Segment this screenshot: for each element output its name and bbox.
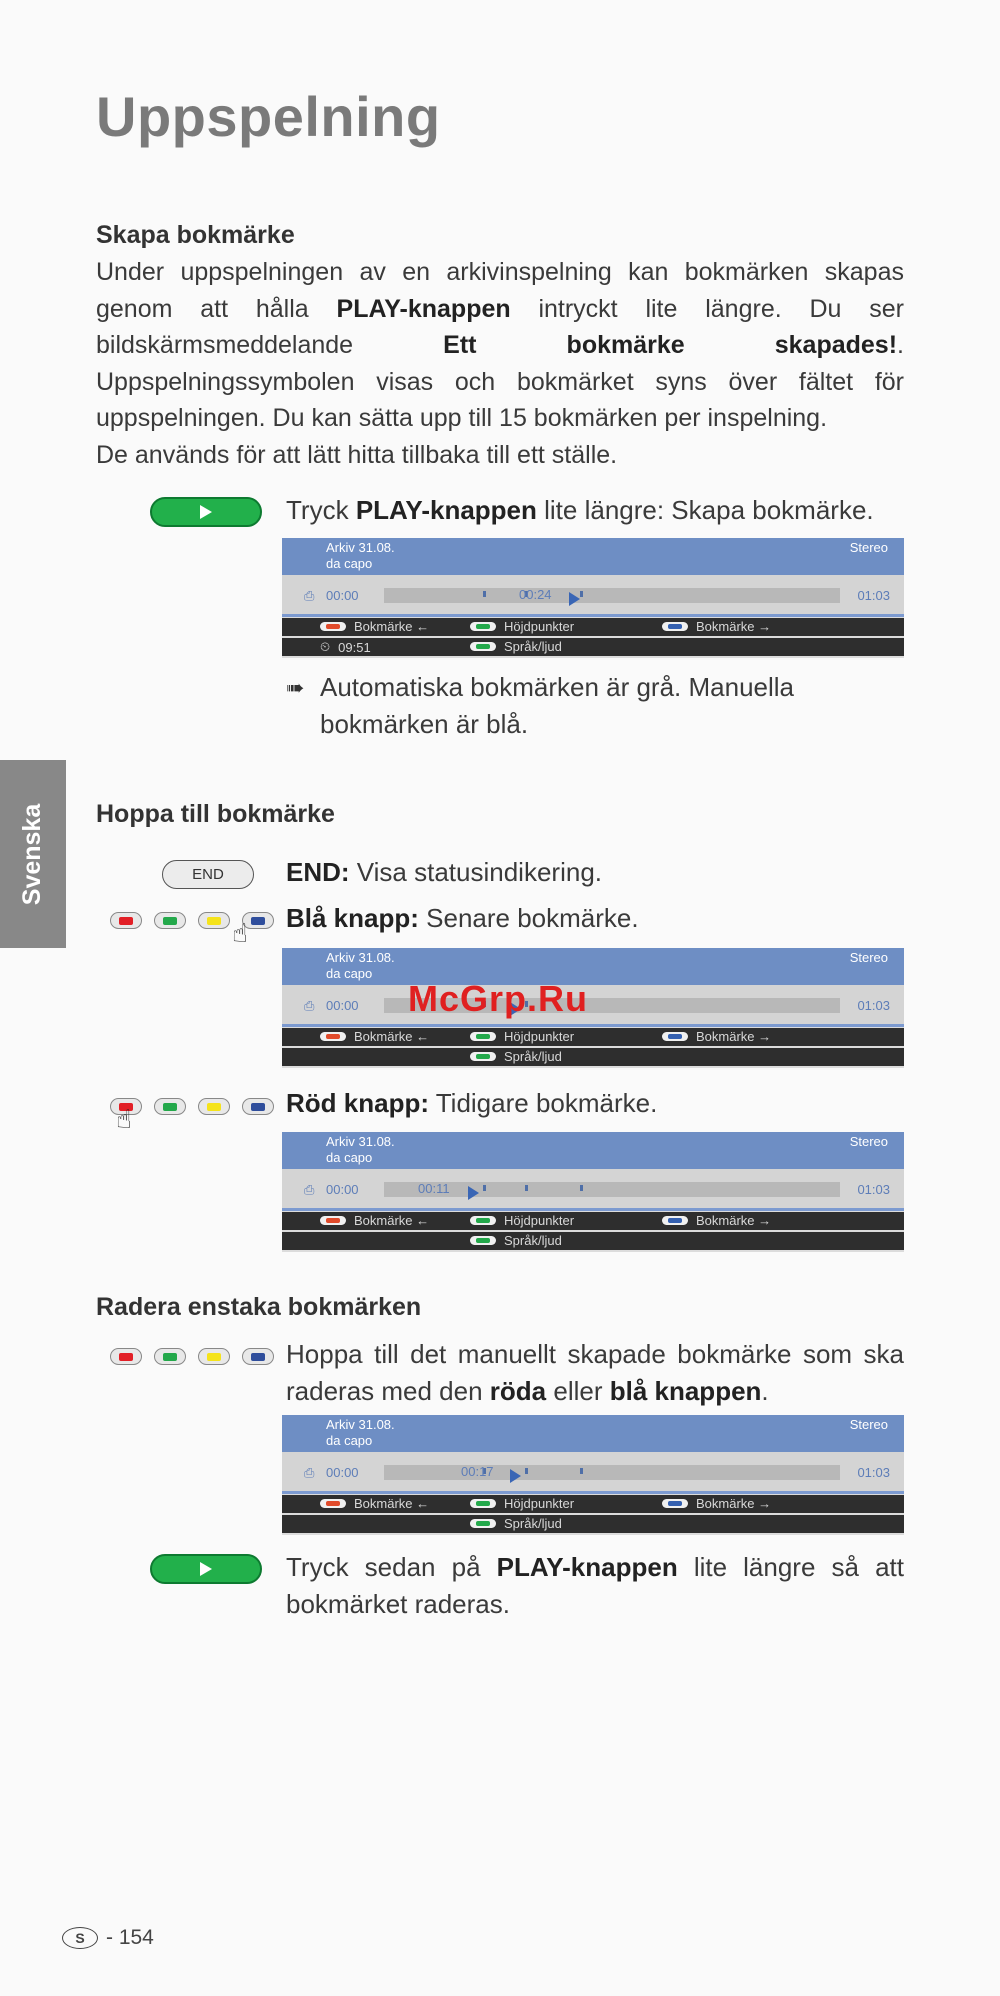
bar-highlights: Höjdpunkter	[504, 619, 575, 634]
screen-end-time: 01:03	[857, 1182, 890, 1197]
lock-icon: ⎙	[304, 998, 315, 1013]
screen-audio-mode: Stereo	[849, 1417, 888, 1432]
blue-button-icon	[242, 1098, 274, 1115]
screen-audio-mode: Stereo	[849, 950, 888, 965]
bar-bookmark-next: Bokmärke →	[696, 619, 772, 634]
screen-title: Arkiv 31.08.	[326, 1417, 395, 1432]
clock-icon: ⏲	[320, 639, 331, 654]
yellow-button-icon	[198, 1348, 230, 1365]
bar-language: Språk/ljud	[504, 1233, 562, 1248]
color-buttons-row	[110, 1348, 274, 1365]
brand-logo-icon: S	[62, 1927, 98, 1949]
end-button-icon: END	[162, 860, 254, 889]
screen-start-time: 00:00	[326, 1182, 359, 1197]
bookmark-marker	[525, 1468, 528, 1474]
section-heading-delete-bookmark: Radera enstaka bokmärken	[96, 1293, 422, 1321]
bookmark-marker	[580, 1468, 583, 1474]
bookmark-marker	[483, 591, 486, 597]
screen-position-time: 00:11	[418, 1181, 450, 1196]
red-button-icon	[110, 912, 142, 929]
lock-icon: ⎙	[304, 1182, 315, 1197]
intro-paragraph-2: De används för att lätt hitta tillbaka till ett ställe.	[96, 441, 618, 469]
yellow-button-icon	[198, 912, 230, 929]
bookmark-marker	[483, 1185, 486, 1191]
blue-button-icon	[242, 1348, 274, 1365]
instruction-play: Tryck PLAY-knappen lite längre: Skapa bokmärke.	[286, 495, 874, 525]
screen-subtitle: da capo	[326, 556, 373, 571]
green-button-icon	[154, 1098, 186, 1115]
screen-position-time: 00:17	[461, 1464, 494, 1479]
bar-bookmark-prev: Bokmärke ←	[354, 1029, 430, 1044]
page-title: Uppspelning	[96, 85, 441, 148]
yellow-button-icon	[198, 1098, 230, 1115]
play-button-icon	[150, 1554, 262, 1584]
screen-subtitle: da capo	[326, 1433, 373, 1448]
section-heading-jump-bookmark: Hoppa till bokmärke	[96, 800, 335, 828]
instruction-jump-delete: Hoppa till det manuellt skapade bokmärke som ska raderas med den röda eller blå knappen.	[286, 1339, 904, 1406]
section-heading-create-bookmark: Skapa bokmärke	[96, 221, 295, 249]
screen-subtitle: da capo	[326, 1150, 373, 1165]
tv-status-screen	[282, 1415, 904, 1535]
green-button-icon	[154, 912, 186, 929]
page-number: S - 154	[62, 1926, 154, 1950]
bar-language: Språk/ljud	[504, 639, 562, 654]
progress-track	[384, 588, 840, 603]
screen-audio-mode: Stereo	[849, 1134, 888, 1149]
screen-end-time: 01:03	[857, 998, 890, 1013]
screen-end-time: 01:03	[857, 1465, 890, 1480]
bookmark-marker	[525, 1185, 528, 1191]
play-button-icon	[150, 497, 262, 527]
pointing-hand-icon: ☝	[232, 918, 248, 948]
bar-bookmark-next: Bokmärke →	[696, 1029, 772, 1044]
bar-clock-time: 09:51	[338, 639, 371, 655]
instruction-blue: Blå knapp: Senare bokmärke.	[286, 903, 639, 933]
color-buttons-blue-pressed	[110, 912, 274, 929]
lock-icon: ⎙	[304, 1465, 315, 1480]
progress-track	[384, 1182, 840, 1197]
play-cursor-icon	[468, 1186, 479, 1200]
arrow-right-icon: ➠	[286, 675, 305, 700]
bar-bookmark-prev: Bokmärke ←	[354, 1496, 430, 1511]
screen-start-time: 00:00	[326, 1465, 359, 1480]
bookmark-marker	[580, 591, 583, 597]
bar-bookmark-next: Bokmärke →	[696, 1213, 772, 1228]
screen-start-time: 00:00	[326, 998, 359, 1013]
screen-subtitle: da capo	[326, 966, 373, 981]
play-cursor-icon	[510, 1469, 521, 1483]
bar-highlights: Höjdpunkter	[504, 1213, 575, 1228]
lock-icon: ⎙	[304, 588, 315, 603]
watermark-text: McGrp.Ru	[408, 978, 589, 1019]
instruction-end: END: Visa statusindikering.	[286, 857, 602, 887]
screen-title: Arkiv 31.08.	[326, 1134, 395, 1149]
bar-language: Språk/ljud	[504, 1049, 562, 1064]
intro-paragraph: Under uppspelningen av en arkivinspelning kan bokmärken skapas genom att hålla PLAY-knappen intryckt lite längre. Du ser bildskärmsmeddelande Ett bokmärke skapades!. Uppspelningssymbolen visas och bokmärket syns över fältet för uppspelningen. Du kan sätta upp till 15 bokmärken per inspelning.	[96, 258, 904, 432]
screen-title: Arkiv 31.08.	[326, 540, 395, 555]
instruction-play-delete: Tryck sedan på PLAY-knappen lite längre så att bokmärket raderas.	[286, 1552, 904, 1619]
bar-highlights: Höjdpunkter	[504, 1496, 575, 1511]
instruction-red: Röd knapp: Tidigare bokmärke.	[286, 1088, 658, 1118]
pointing-hand-icon: ☝	[116, 1104, 132, 1134]
bar-bookmark-prev: Bokmärke ←	[354, 1213, 430, 1228]
green-button-icon	[154, 1348, 186, 1365]
screen-audio-mode: Stereo	[849, 540, 888, 555]
bar-language: Språk/ljud	[504, 1516, 562, 1531]
note-bookmarks: ➠ Automatiska bokmärken är grå. Manuella bokmärken är blå.	[286, 669, 910, 743]
play-cursor-icon	[569, 592, 580, 606]
progress-track	[384, 1465, 840, 1480]
color-buttons-red-pressed	[110, 1098, 274, 1115]
tv-status-screen	[282, 948, 904, 1068]
tv-status-screen	[282, 1132, 904, 1252]
red-button-icon	[110, 1348, 142, 1365]
screen-title: Arkiv 31.08.	[326, 950, 395, 965]
screen-end-time: 01:03	[857, 588, 890, 603]
language-side-tab: Svenska	[0, 760, 66, 948]
screen-position-time: 00:24	[519, 587, 552, 602]
tv-status-screen	[282, 538, 904, 658]
bar-bookmark-next: Bokmärke →	[696, 1496, 772, 1511]
bar-bookmark-prev: Bokmärke ←	[354, 619, 430, 634]
bookmark-marker	[580, 1185, 583, 1191]
bar-highlights: Höjdpunkter	[504, 1029, 575, 1044]
screen-start-time: 00:00	[326, 588, 359, 603]
